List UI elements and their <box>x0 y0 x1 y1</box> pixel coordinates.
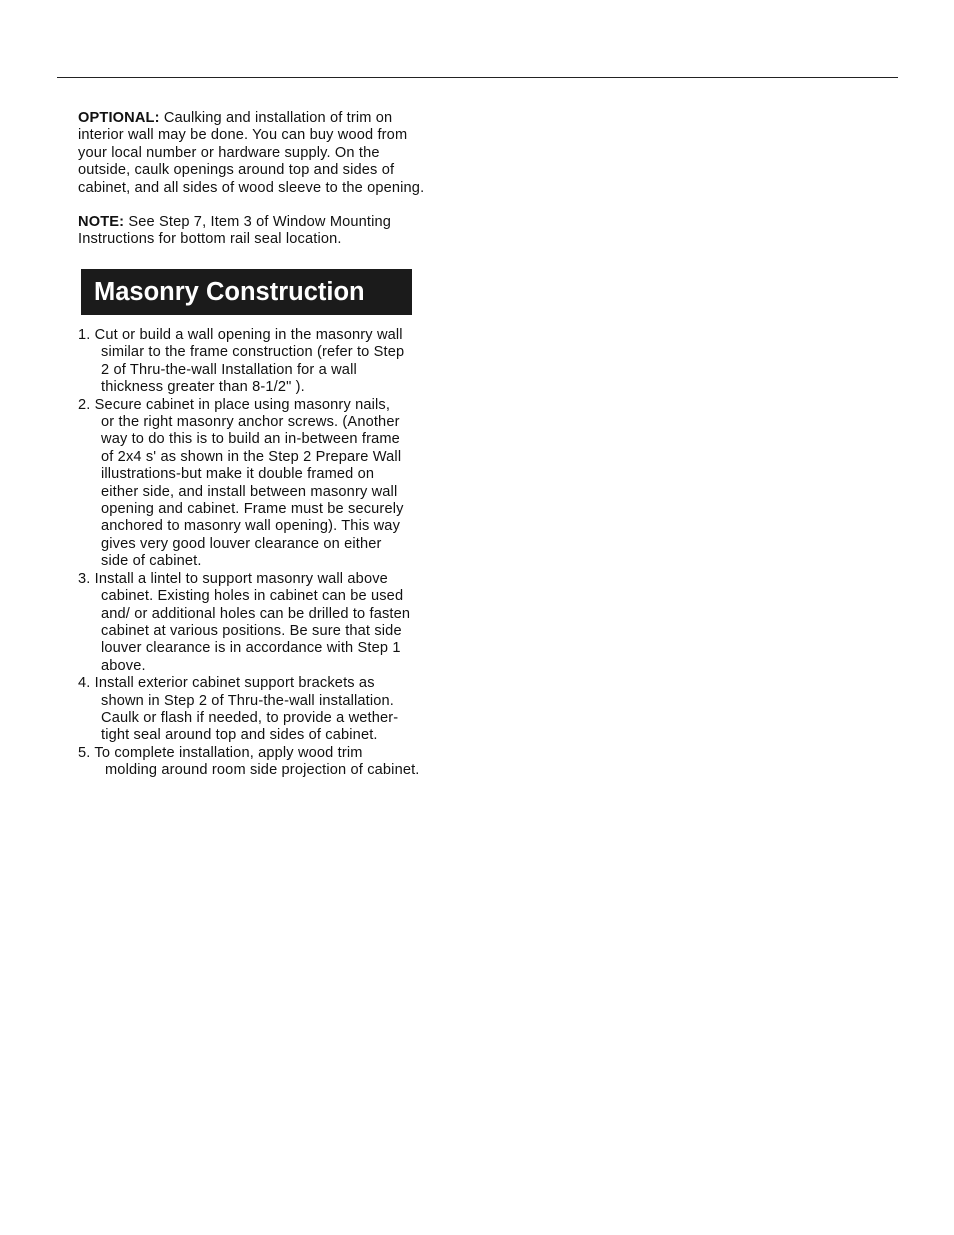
note-line-1 <box>78 214 478 231</box>
step-1-line: similar to the frame construction (refer to Step <box>101 344 405 361</box>
step-5-line: 5. To complete installation, apply wood trim <box>78 744 363 761</box>
step-1 <box>78 327 478 397</box>
step-4-line: 4. Install exterior cabinet support brackets as <box>78 675 375 692</box>
step-2-line: 2. Secure cabinet in place using masonry nails, <box>78 396 391 413</box>
note-label: NOTE: <box>78 214 125 230</box>
step-2-line: of 2x4 s' as shown in the Step 2 Prepare Wall <box>101 448 402 465</box>
step-5-line: molding around room side projection of cabinet. <box>105 762 420 779</box>
step-2-line: opening and cabinet. Frame must be securely <box>101 501 404 518</box>
optional-line-2: interior wall may be done. You can buy wood from <box>78 127 408 144</box>
step-3-line: above. <box>101 657 146 674</box>
note-text: See Step 7, Item 3 of Window Mounting <box>124 214 392 230</box>
section-title: Masonry Construction <box>81 269 412 315</box>
header-rule <box>57 77 898 78</box>
step-3-line: cabinet. Existing holes in cabinet can be used <box>101 588 404 605</box>
step-2-line: or the right masonry anchor screws. (Another <box>101 414 400 431</box>
step-2-line: side of cabinet. <box>101 553 202 570</box>
step-3-line: 3. Install a lintel to support masonry wall above <box>78 570 388 587</box>
optional-label: OPTIONAL: <box>78 110 160 126</box>
steps-list <box>78 327 478 780</box>
step-2-line: anchored to masonry wall opening). This way <box>101 518 401 535</box>
step-1-line: 2 of Thru-the-wall Installation for a wall <box>101 361 357 378</box>
step-2-line: gives very good louver clearance on either <box>101 535 382 552</box>
optional-line-4: outside, caulk openings around top and sides of <box>78 162 395 179</box>
note-paragraph <box>78 214 478 249</box>
step-3 <box>78 571 478 675</box>
step-5 <box>78 745 478 780</box>
step-2 <box>78 397 478 571</box>
step-4 <box>78 675 478 745</box>
step-1-line: thickness greater than 8-1/2" ). <box>101 379 305 396</box>
step-3-line: and/ or additional holes can be drilled to fasten <box>101 605 411 622</box>
optional-line-5: cabinet, and all sides of wood sleeve to the opening. <box>78 179 425 196</box>
optional-paragraph <box>78 110 478 197</box>
step-4-line: shown in Step 2 of Thru-the-wall installation. <box>101 692 394 709</box>
step-2-line: either side, and install between masonry wall <box>101 483 398 500</box>
optional-line-1 <box>78 110 478 127</box>
step-4-line: Caulk or flash if needed, to provide a wether- <box>101 709 399 726</box>
step-4-line: tight seal around top and sides of cabinet. <box>101 727 378 744</box>
step-3-line: cabinet at various positions. Be sure that side <box>101 622 402 639</box>
step-2-line: illustrations-but make it double framed on <box>101 466 375 483</box>
note-line-2: Instructions for bottom rail seal location. <box>78 231 342 248</box>
step-3-line: louver clearance is in accordance with Step 1 <box>101 640 401 657</box>
optional-text: Caulking and installation of trim on <box>159 110 393 126</box>
step-2-line: way to do this is to build an in-between frame <box>101 431 400 448</box>
step-1-line: 1. Cut or build a wall opening in the masonry wall <box>78 327 403 343</box>
optional-line-3: your local number or hardware supply. On the <box>78 144 380 161</box>
